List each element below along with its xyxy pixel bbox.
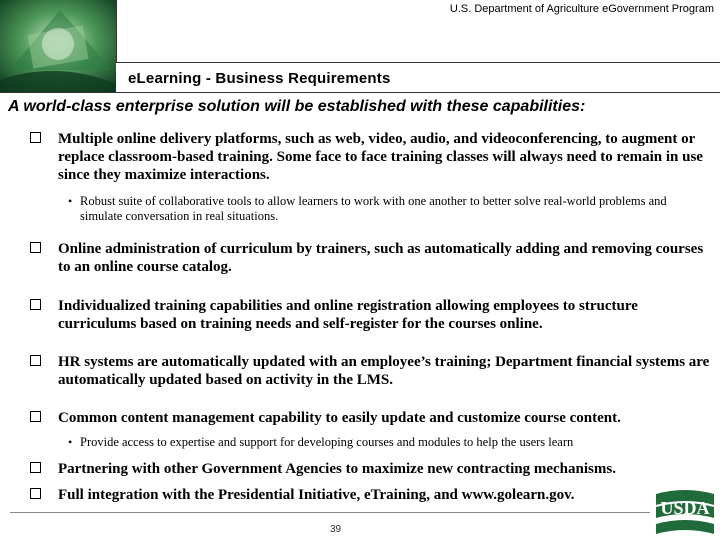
bullet-text: Partnering with other Government Agencies to maximize new contracting mechanisms.	[58, 461, 616, 477]
sub-bullet-text: Robust suite of collaborative tools to allow learners to work with one another to better solve real-world problems and simulate conversation in real situations.	[80, 194, 667, 223]
dot-bullet-icon: •	[68, 435, 73, 449]
page-number: 39	[330, 524, 342, 535]
sub-bullet-text: Provide access to expertise and support for developing courses and modules to help the users learn	[80, 435, 574, 449]
bullet-text: Full integration with the Presidential Initiative, eTraining, and www.golearn.gov.	[58, 487, 575, 503]
sub-bullet-item	[8, 435, 716, 450]
header-bar	[116, 0, 720, 52]
bullet-item	[8, 353, 716, 389]
usda-logo	[652, 488, 718, 538]
bullet-item	[8, 486, 716, 504]
footer-divider	[10, 512, 650, 513]
department-label: U.S. Department of Agriculture eGovernment Program	[449, 3, 714, 15]
sub-bullet-item	[8, 194, 716, 224]
lead-statement: A world-class enterprise solution will be established with these capabilities:	[8, 98, 586, 115]
bullet-item	[8, 240, 716, 276]
bullet-list	[8, 130, 716, 504]
checkbox-bullet-icon	[30, 132, 41, 143]
bullet-item	[8, 460, 716, 478]
bullet-item	[8, 409, 716, 427]
dot-bullet-icon: •	[68, 194, 73, 208]
checkbox-bullet-icon	[30, 242, 41, 253]
slide-title: eLearning - Business Requirements	[128, 70, 391, 87]
bullet-text: HR systems are automatically updated with an employee’s training; Department financial systems are automatically updated based on activity in the LMS.	[58, 354, 710, 388]
checkbox-bullet-icon	[30, 299, 41, 310]
bullet-text: Common content management capability to easily update and customize course content.	[58, 410, 621, 426]
bullet-text: Multiple online delivery platforms, such as web, video, audio, and videoconferencing, to augment or replace classroom-based training. Some face to face training classes will always need to remain in use since they maximize interactions.	[58, 131, 703, 183]
bullet-text: Individualized training capabilities and online registration allowing employees to structure curriculums based on training needs and self-register for the courses online.	[58, 298, 638, 332]
bullet-item	[8, 297, 716, 333]
checkbox-bullet-icon	[30, 462, 41, 473]
title-divider	[0, 92, 720, 93]
checkbox-bullet-icon	[30, 411, 41, 422]
usda-logo-text: USDA	[660, 498, 710, 518]
bullet-item	[8, 130, 716, 184]
header-graphic	[0, 0, 116, 92]
checkbox-bullet-icon	[30, 355, 41, 366]
bullet-text: Online administration of curriculum by trainers, such as automatically adding and removing courses to an online course catalog.	[58, 241, 704, 275]
checkbox-bullet-icon	[30, 488, 41, 499]
header-divider	[116, 62, 720, 63]
